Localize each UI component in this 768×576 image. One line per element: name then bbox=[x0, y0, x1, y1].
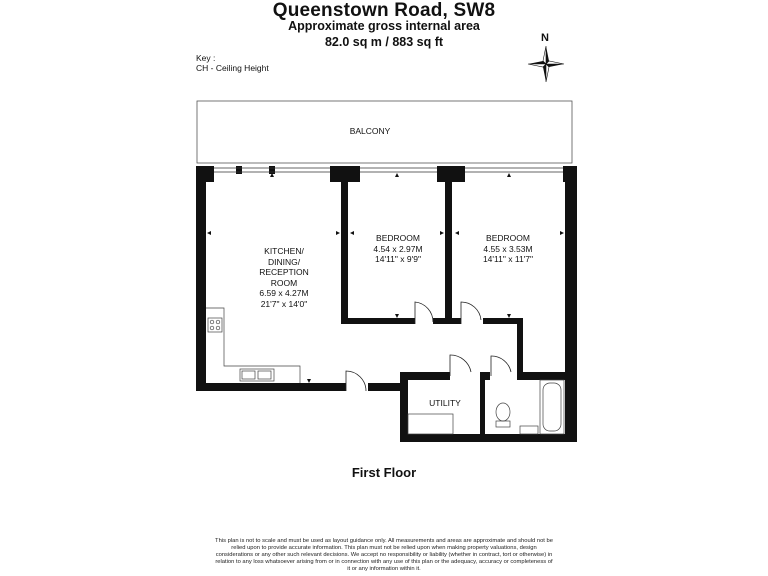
kitchen-dimensions-metric: 6.59 x 4.27M bbox=[259, 288, 309, 298]
page-title: Queenstown Road, SW8 bbox=[272, 0, 496, 21]
kitchen-line-2: DINING/ bbox=[267, 256, 301, 267]
balcony-label: BALCONY bbox=[349, 126, 391, 136]
bedroom-1-name: BEDROOM bbox=[376, 233, 420, 243]
bedroom-1-dimensions-metric: 4.54 x 2.97M bbox=[373, 243, 423, 254]
windows bbox=[214, 168, 563, 172]
floor-label: First Floor bbox=[351, 465, 417, 480]
bedroom-2-name: BEDROOM bbox=[486, 233, 530, 243]
bedroom-2-dimensions-metric: 4.55 x 3.53M bbox=[483, 243, 533, 254]
bedroom-2-label bbox=[463, 233, 553, 265]
bathroom-fittings bbox=[496, 380, 564, 434]
kitchen-dimensions-imperial: 21'7" x 14'0" bbox=[260, 298, 308, 309]
area-subtitle: Approximate gross internal area bbox=[288, 19, 480, 33]
utility-fitting bbox=[408, 414, 453, 434]
compass-icon bbox=[528, 46, 564, 82]
kitchen-units bbox=[206, 308, 300, 383]
area-value: 82.0 sq m / 883 sq ft bbox=[324, 35, 444, 49]
kitchen-line-1: KITCHEN/ bbox=[264, 246, 304, 256]
bedroom-1-dimensions-imperial: 14'11" x 9'9" bbox=[375, 254, 421, 264]
bedroom-2-dimensions-imperial: 14'11" x 11'7" bbox=[482, 254, 534, 264]
compass-north-label: N bbox=[541, 32, 549, 44]
key-heading: Key : bbox=[196, 53, 216, 63]
kitchen-label bbox=[246, 246, 322, 309]
utility-label: UTILITY bbox=[429, 398, 461, 408]
bedroom-1-label bbox=[356, 233, 440, 265]
kitchen-line-4: ROOM bbox=[270, 277, 298, 288]
key-ceiling-height: CH - Ceiling Height bbox=[196, 63, 269, 73]
kitchen-line-3: RECEPTION bbox=[259, 267, 309, 277]
disclaimer: This plan is not to scale and must be used as layout guidance only. All measurements and areas are approximate and should not be relied upon to provide accurate information. This plan must not be relied upon when making property valuations, design considerations or any other such relevant decisions. We accept no responsibility or liability (whether in contract, tort or otherwise) in relation to any loss whatsoever arising from or in connection with any use of this plan or the adequacy, accuracy or completeness of it or any information within it. bbox=[215, 538, 553, 572]
